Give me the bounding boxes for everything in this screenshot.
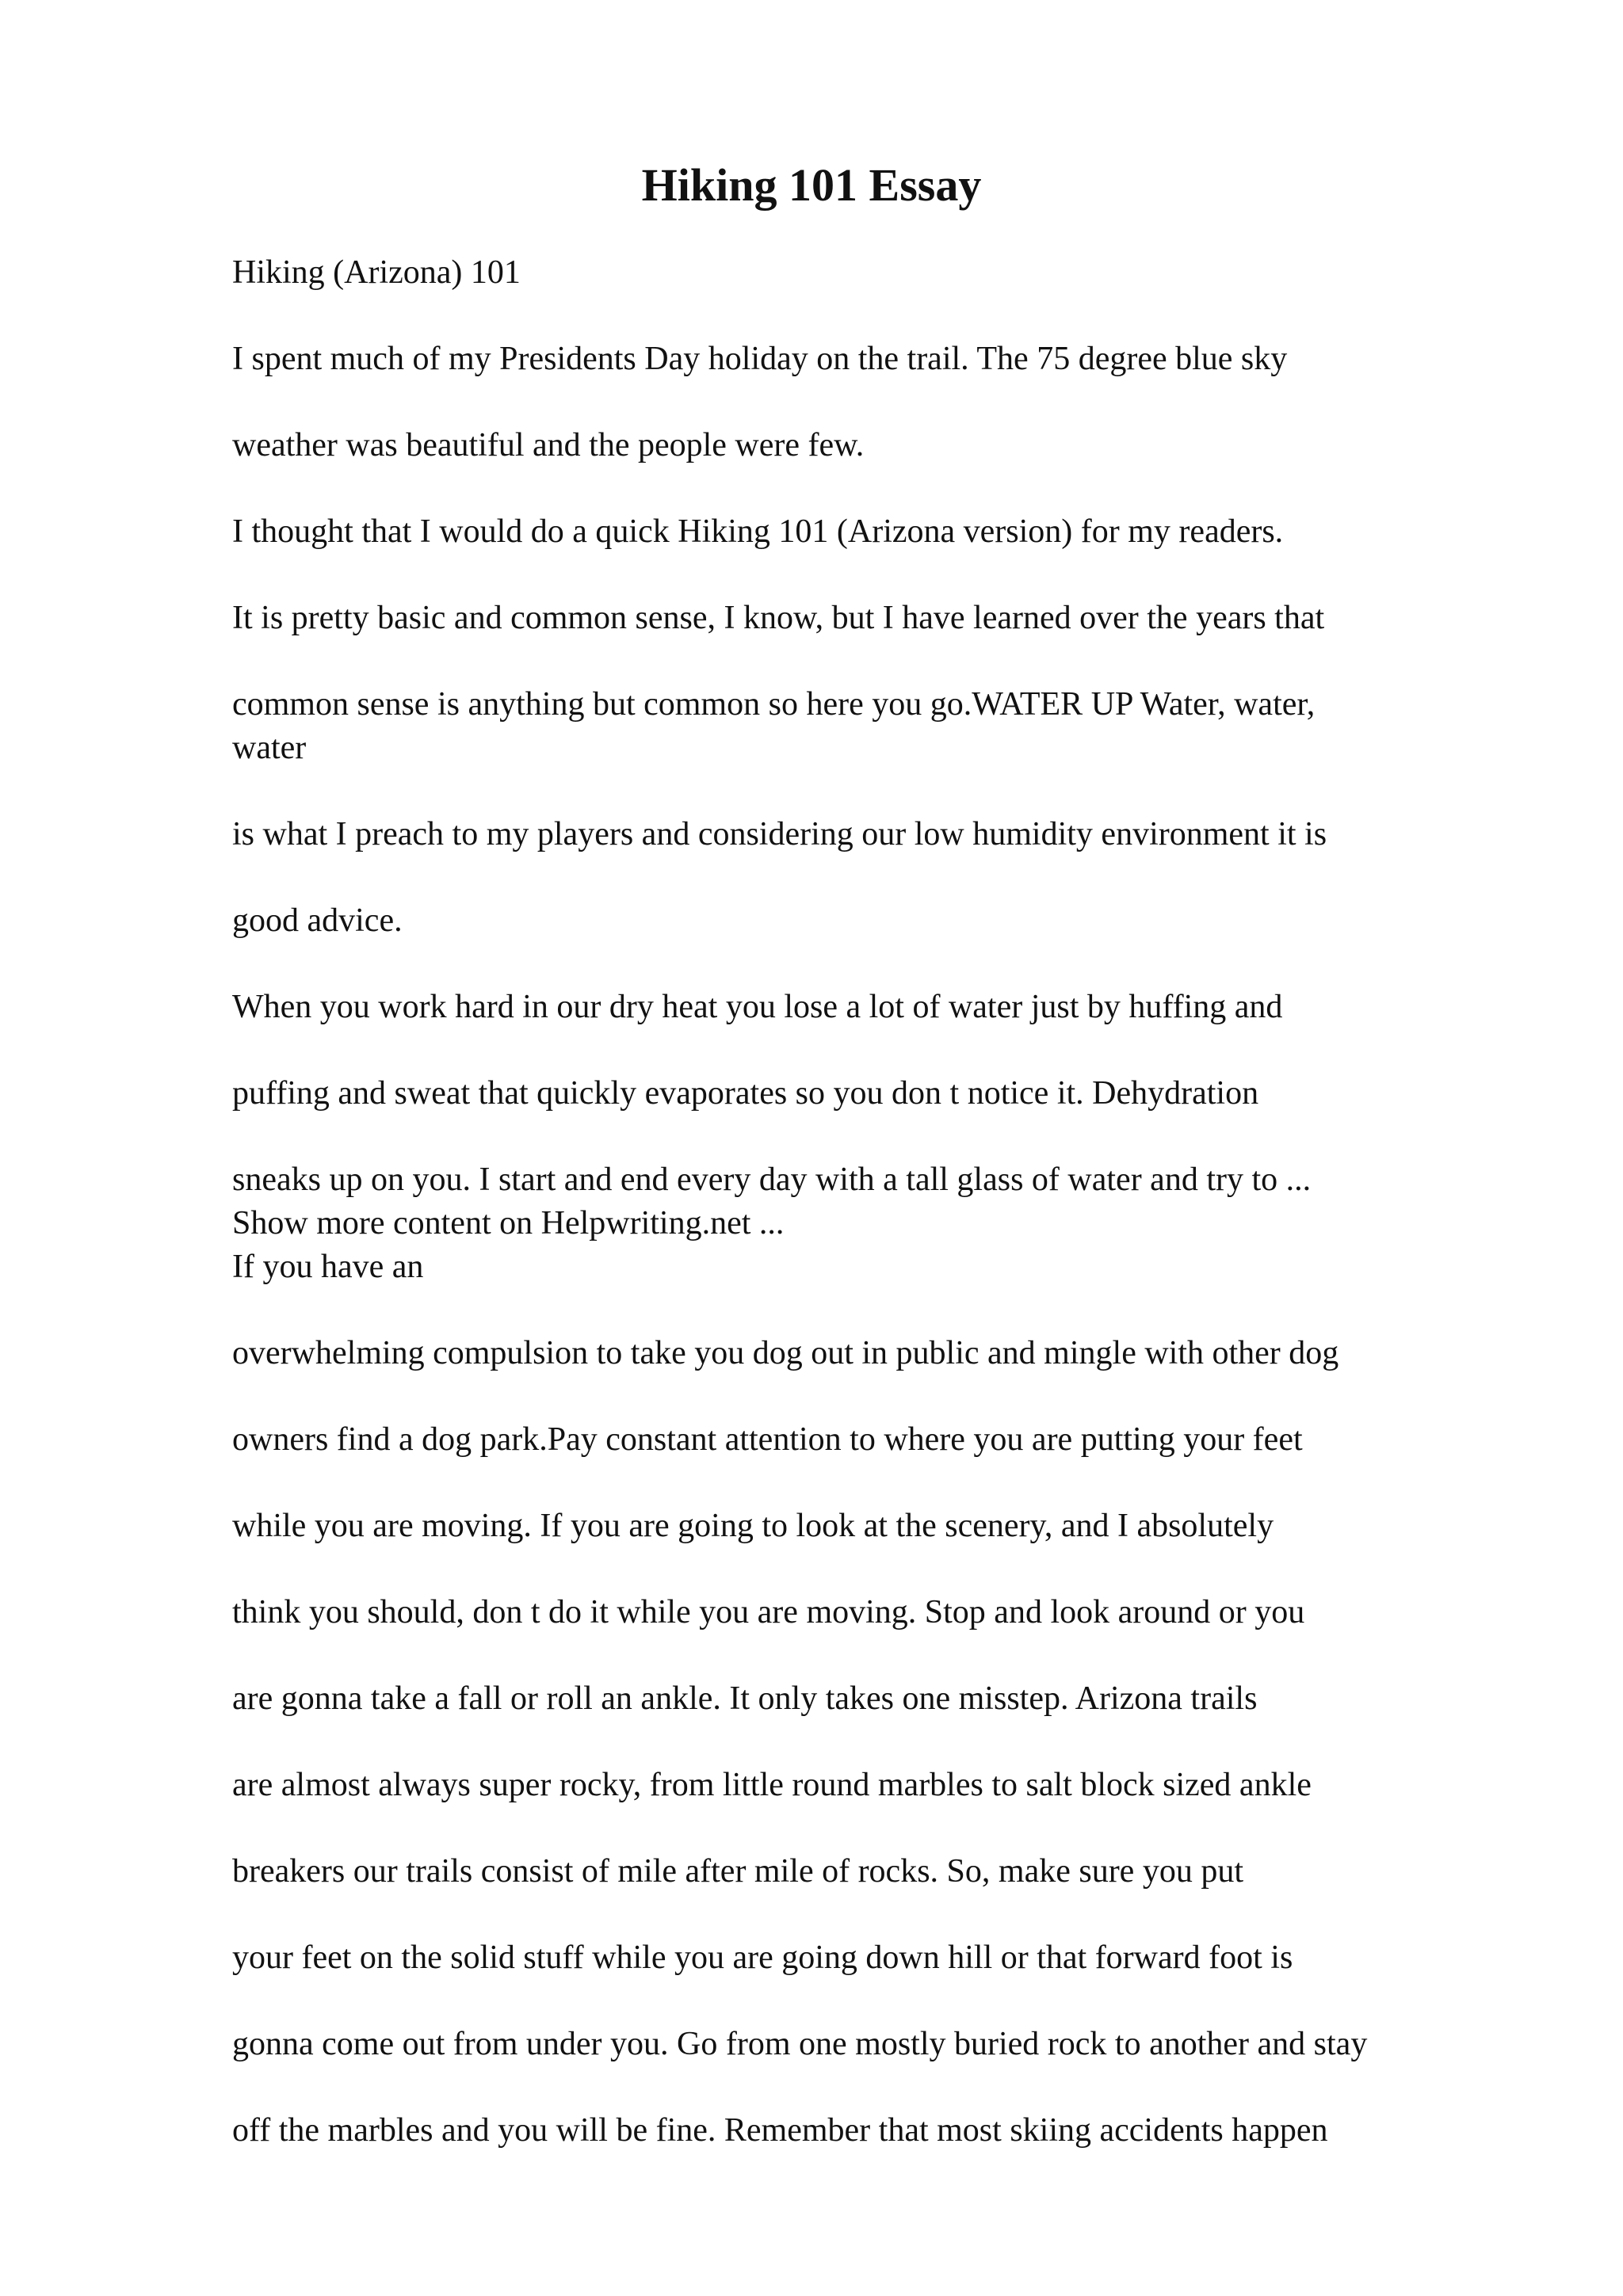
- text-line: When you work hard in our dry heat you lose a lot of water just by huffing and: [232, 989, 1283, 1025]
- document-title: Hiking 101 Essay: [641, 159, 982, 211]
- text-line: owners find a dog park.Pay constant attention to where you are putting your feet: [232, 1421, 1303, 1458]
- text-line: overwhelming compulsion to take you dog out in public and mingle with other dog: [232, 1335, 1339, 1371]
- text-line: are almost always super rocky, from little round marbles to salt block sized ankle: [232, 1767, 1312, 1803]
- text-line: gonna come out from under you. Go from one mostly buried rock to another and stay: [232, 2026, 1368, 2062]
- text-line: I spent much of my Presidents Day holiday on the trail. The 75 degree blue sky: [232, 341, 1288, 377]
- text-line: Hiking (Arizona) 101: [232, 254, 521, 291]
- text-line: off the marbles and you will be fine. Remember that most skiing accidents happen: [232, 2112, 1328, 2149]
- text-line: are gonna take a fall or roll an ankle. It only takes one misstep. Arizona trails: [232, 1680, 1258, 1717]
- text-line: I thought that I would do a quick Hiking 101 (Arizona version) for my readers.: [232, 513, 1284, 550]
- text-line: while you are moving. If you are going to look at the scenery, and I absolutely: [232, 1508, 1274, 1544]
- text-line: puffing and sweat that quickly evaporates so you don t notice it. Dehydration: [232, 1075, 1259, 1112]
- text-line: common sense is anything but common so here you go.WATER UP Water, water,: [232, 686, 1316, 723]
- text-line: good advice.: [232, 902, 403, 939]
- text-line: Show more content on Helpwriting.net ...: [232, 1205, 785, 1241]
- text-line: weather was beautiful and the people were few.: [232, 427, 865, 463]
- text-line: It is pretty basic and common sense, I know, but I have learned over the years that: [232, 600, 1325, 636]
- text-line: breakers our trails consist of mile after mile of rocks. So, make sure you put: [232, 1853, 1243, 1890]
- text-line: sneaks up on you. I start and end every day with a tall glass of water and try to ...: [232, 1161, 1312, 1198]
- text-line: think you should, don t do it while you are moving. Stop and look around or you: [232, 1594, 1305, 1630]
- text-line: If you have an: [232, 1249, 424, 1285]
- text-line: your feet on the solid stuff while you are going down hill or that forward foot is: [232, 1939, 1293, 1976]
- text-line: water: [232, 730, 307, 766]
- text-line: is what I preach to my players and considering our low humidity environment it is: [232, 816, 1327, 852]
